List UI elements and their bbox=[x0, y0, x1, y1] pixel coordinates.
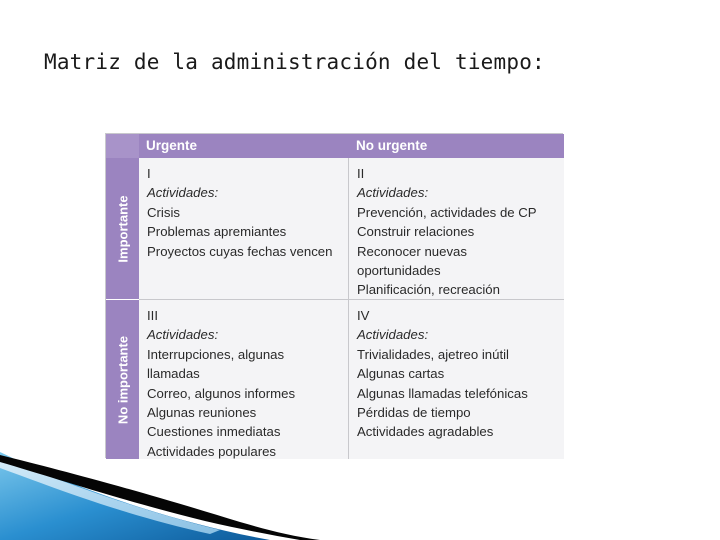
quadrant-item: Construir relaciones bbox=[357, 224, 475, 240]
header-non-urgent: No urgente bbox=[349, 134, 564, 158]
corner-decoration bbox=[0, 430, 320, 540]
slide-title: Matriz de la administración del tiempo: bbox=[44, 50, 545, 74]
quadrant-heading: Actividades: bbox=[147, 327, 219, 343]
quadrant-numeral: II bbox=[357, 166, 365, 181]
quadrant-item: Cuestiones inmediatas bbox=[147, 424, 281, 440]
quadrant-item: Algunas reuniones bbox=[147, 405, 257, 421]
quadrant-numeral: I bbox=[147, 166, 151, 181]
quadrant-heading: Actividades: bbox=[357, 185, 429, 201]
quadrant-item: Crisis bbox=[147, 204, 180, 220]
quadrant-item: Pérdidas de tiempo bbox=[357, 405, 471, 421]
quadrant-item: Actividades populares bbox=[147, 443, 277, 459]
quadrant-item: Proyectos cuyas fechas vencen bbox=[147, 243, 333, 259]
quadrant-item: Problemas apremiantes bbox=[147, 224, 287, 240]
quadrant-item: Interrupciones, algunas bbox=[147, 346, 285, 362]
quadrant-item: Algunas llamadas telefónicas bbox=[357, 385, 528, 401]
quadrant-item: Prevención, actividades de CP bbox=[357, 204, 537, 220]
quadrant-item: Correo, algunos informes bbox=[147, 385, 296, 401]
quadrant-item: Algunas cartas bbox=[357, 366, 445, 382]
header-urgent: Urgente bbox=[139, 134, 349, 158]
quadrant-item: Planificación, recreación bbox=[357, 282, 500, 298]
row-label-important bbox=[106, 158, 139, 300]
quadrant-numeral: III bbox=[147, 308, 158, 323]
time-management-matrix bbox=[105, 133, 563, 458]
quadrant-2 bbox=[349, 158, 564, 300]
quadrant-heading: Actividades: bbox=[357, 327, 429, 343]
quadrant-item: Actividades agradables bbox=[357, 424, 494, 440]
quadrant-item: oportunidades bbox=[357, 263, 441, 279]
row-label-important-text: Importante bbox=[115, 194, 130, 263]
quadrant-4 bbox=[349, 300, 564, 459]
quadrant-1 bbox=[139, 158, 349, 300]
quadrant-item: llamadas bbox=[147, 366, 200, 382]
quadrant-heading: Actividades: bbox=[147, 185, 219, 201]
row-label-not-important-text: No importante bbox=[115, 335, 130, 424]
quadrant-item: Trivialidades, ajetreo inútil bbox=[357, 346, 509, 362]
quadrant-item: Reconocer nuevas bbox=[357, 243, 467, 259]
quadrant-numeral: IV bbox=[357, 308, 370, 323]
header-corner bbox=[106, 134, 139, 158]
